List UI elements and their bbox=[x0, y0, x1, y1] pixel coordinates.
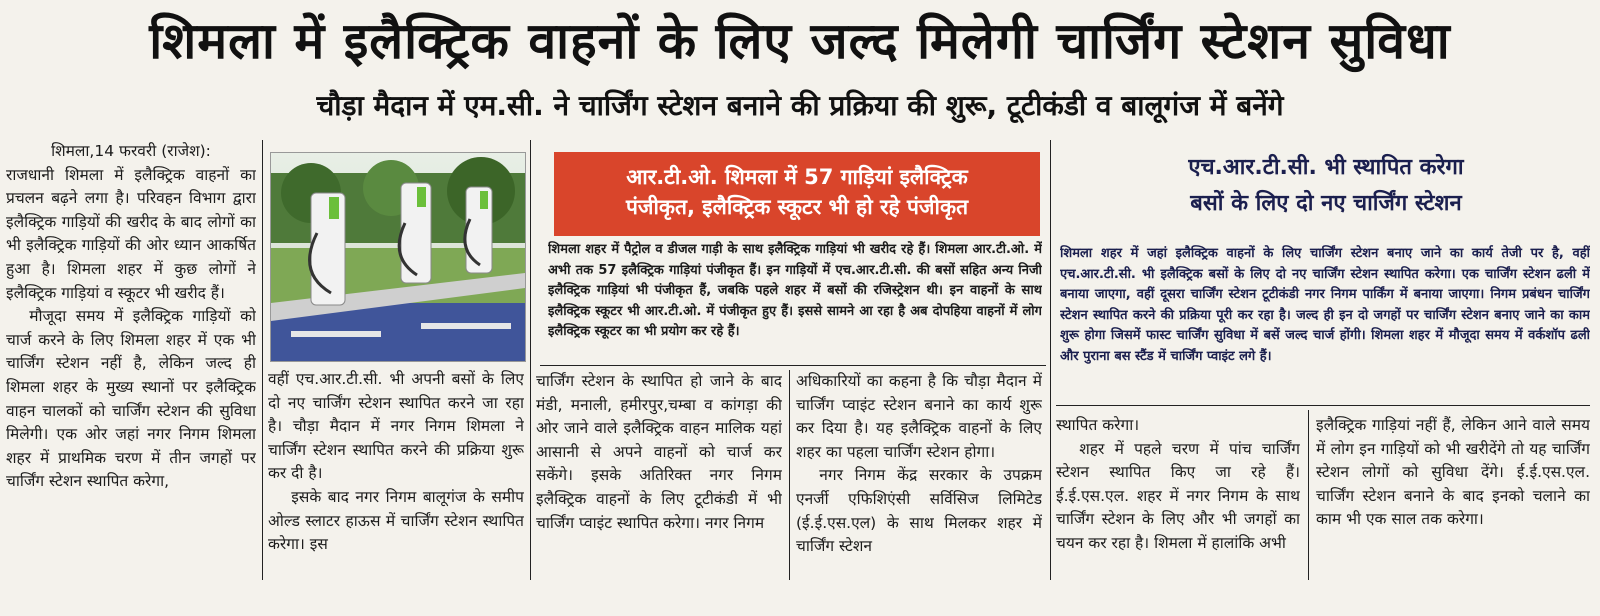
main-story-col4 bbox=[796, 370, 1042, 580]
main-story-col2 bbox=[268, 368, 524, 580]
rto-box-text: शिमला शहर में पैट्रोल व डीजल गाड़ी के साथ इलैक्ट्रिक गाड़ियां भी खरीद रहे हैं। शिमला आर.टी.ओ. में अभी तक 57 इलैक्ट्रिक गाड़ियां पंजीकृत हैं। इन गाड़ियों में एच.आर.टी.सी. की बसों सहित अन्य निजी इलैक्ट्रिक गाड़ियां भी पंजीकृत हैं, जबकि पहले शहर में बसों की रजिस्ट्रेशन थी। इन वाहनों के साथ इलैक्ट्रिक स्कूटर भी आर.टी.ओ. में पंजीकृत हुए हैं। इससे सामने आ रहा है अब दोपहिया वाहनों में लोग इलैक्ट्रिक स्कूटर का भी प्रयोग कर रहे हैं। bbox=[548, 242, 1042, 339]
paragraph: इलैक्ट्रिक गाड़ियां नहीं हैं, लेकिन आने वाले समय में लोग इन गाड़ियों को भी खरीदेंगे तो यह चार्जिंग स्टेशन लोगों को सुविधा देंगे। ई.ई.एस.एल. चार्जिंग स्टेशन बनाने के बाद इनको चलाने का काम भी एक साल तक करेगा। bbox=[1316, 416, 1590, 529]
rto-heading-line1: आर.टी.ओ. शिमला में 57 गाड़ियां इलैक्ट्रिक bbox=[626, 165, 968, 189]
column-divider bbox=[789, 370, 790, 580]
hrtc-box-text: शिमला शहर में जहां इलैक्ट्रिक वाहनों के लिए चार्जिंग स्टेशन बनाए जाने का कार्य तेजी पर है, वहीं एच.आर.टी.सी. भी इलैक्ट्रिक बसों के लिए दो नए चार्जिंग स्टेशन स्थापित करेगा। एक चार्जिंग स्टेशन ढली में बनाया जाएगा, वहीं दूसरा चार्जिंग स्टेशन टूटीकंडी नगर निगम पार्किंग में बनाया जाएगा। निगम प्रबंधन चार्जिंग स्टेशन स्थापित करने की प्रक्रिया पूरी कर रहा है। जल्द ही इन दो जगहों पर चार्जिंग स्टेशन बनाए जाने का काम शुरू होगा जिसमें फास्ट चार्जिंग सुविधा में बसें जल्द चार्ज होंगी। शिमला शहर में मौजूदा समय में वर्कशॉप ढली और पुराना बस स्टैंड में चार्जिंग प्वाइंट लगे हैं। bbox=[1060, 246, 1590, 364]
paragraph: राजधानी शिमला में इलैक्ट्रिक वाहनों का प्रचलन बढ़ने लगा है। परिवहन विभाग द्वारा इलैक्ट्रिक गाड़ियों की खरीद के बाद लोगों का भी इलैक्ट्रिक गाड़ियों की ओर ध्यान आकर्षित हुआ है। शिमला शहर में कुछ लोगों ने इलैक्ट्रिक गाड़ियां व स्कूटर भी खरीद हैं। bbox=[6, 165, 256, 302]
main-story-col5 bbox=[1056, 414, 1300, 580]
rto-box-heading bbox=[554, 152, 1040, 236]
paragraph: स्थापित करेगा। bbox=[1056, 416, 1140, 434]
main-story-col6 bbox=[1316, 414, 1590, 580]
main-story-col3 bbox=[536, 370, 782, 580]
divider bbox=[540, 365, 1046, 366]
paragraph: चार्जिंग स्टेशन के स्थापित हो जाने के बाद मंडी, मनाली, हमीरपुर,चम्बा व कांगड़ा की ओर जाने वाले इलैक्ट्रिक वाहन मालिक यहां आसानी से अपने वाहनों को चार्ज कर सकेंगे। इसके अतिरिक्त नगर निगम इलैक्ट्रिक वाहनों के लिए टूटीकंडी में भी चार्जिंग प्वाइंट स्थापित करेगा। नगर निगम bbox=[536, 372, 782, 532]
divider bbox=[1056, 405, 1590, 406]
column-divider bbox=[262, 140, 263, 580]
hrtc-box-heading bbox=[1066, 150, 1586, 240]
paragraph: नगर निगम केंद्र सरकार के उपक्रम एनर्जी एफिशिएंसी सर्विसिज लिमिटेड (ई.ई.एस.एल) के साथ मिलकर शहर में चार्जिंग स्टेशन bbox=[796, 466, 1042, 556]
column-divider bbox=[1050, 140, 1051, 580]
subheadline: चौड़ा मैदान में एम.सी. ने चार्जिंग स्टेशन बनाने की प्रक्रिया की शुरू, टूटीकंडी व बालूगंज में बनेंगे bbox=[316, 89, 1284, 122]
paragraph: मौजूदा समय में इलैक्ट्रिक गाड़ियों को चार्ज करने के लिए शिमला शहर में एक भी चार्जिंग स्टेशन नहीं है, लेकिन जल्द ही शिमला शहर के मुख्य स्थानों पर इलैक्ट्रिक वाहन चालकों को चार्जिंग स्टेशन की सुविधा मिलेगी। एक ओर जहां नगर निगम शिमला शहर में प्राथमिक चरण में तीन जगहों पर चार्जिंग स्टेशन स्थापित करेगा, bbox=[6, 307, 256, 491]
paragraph: इसके बाद नगर निगम बालूगंज के समीप ओल्ड स्लाटर हाऊस में चार्जिंग स्टेशन स्थापित करेगा। इस bbox=[268, 487, 524, 554]
paragraph: अधिकारियों का कहना है कि चौड़ा मैदान में चार्जिंग प्वाइंट स्टेशन बनाने का कार्य शुरू कर दिया है। यह इलैक्ट्रिक वाहनों के लिए शहर का पहला चार्जिंग स्टेशन होगा। bbox=[796, 372, 1042, 461]
column-divider bbox=[1308, 410, 1309, 580]
rto-heading-line2: पंजीकृत, इलैक्ट्रिक स्कूटर भी हो रहे पंजीकृत bbox=[625, 195, 969, 219]
ev-charging-stations-photo bbox=[270, 152, 526, 362]
column-divider bbox=[530, 140, 531, 580]
hrtc-heading-line2: बसों के लिए दो नए चार्जिंग स्टेशन bbox=[1190, 191, 1462, 216]
hrtc-heading-line1: एच.आर.टी.सी. भी स्थापित करेगा bbox=[1188, 155, 1464, 180]
main-story-col1 bbox=[6, 140, 256, 580]
paragraph: शहर में पहले चरण में पांच चार्जिंग स्टेशन स्थापित किए जा रहे हैं। ई.ई.एस.एल. शहर में नगर निगम के साथ चार्जिंग स्टेशन के लिए और भी जगहों का चयन कर रहा है। शिमला में हालांकि अभी bbox=[1056, 439, 1300, 552]
paragraph: वहीं एच.आर.टी.सी. भी अपनी बसों के लिए दो नए चार्जिंग स्टेशन स्थापित करने जा रहा है। चौड़ा मैदान में नगर निगम शिमला ने चार्जिंग स्टेशन स्थापित करने की प्रक्रिया शुरू कर दी है। bbox=[268, 370, 524, 483]
headline: शिमला में इलैक्ट्रिक वाहनों के लिए जल्द मिलेगी चार्जिंग स्टेशन सुविधा bbox=[149, 12, 1451, 70]
dateline: शिमला,14 फरवरी (राजेश): bbox=[51, 142, 211, 160]
